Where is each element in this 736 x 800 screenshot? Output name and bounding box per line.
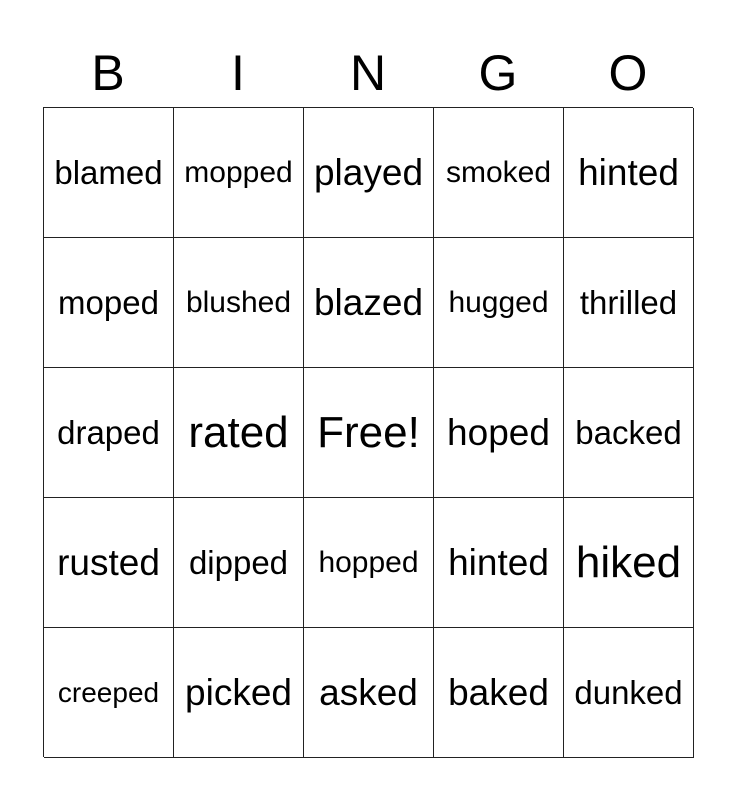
bingo-cell[interactable]: smoked xyxy=(434,108,564,238)
bingo-cell[interactable]: moped xyxy=(44,238,174,368)
bingo-cell[interactable]: rusted xyxy=(44,498,174,628)
bingo-cell[interactable]: hinted xyxy=(564,108,694,238)
bingo-cell[interactable]: draped xyxy=(44,368,174,498)
bingo-cell[interactable]: blazed xyxy=(304,238,434,368)
bingo-cell[interactable]: blushed xyxy=(174,238,304,368)
header-letter-n: N xyxy=(349,45,387,101)
bingo-cell[interactable]: dipped xyxy=(174,498,304,628)
bingo-board xyxy=(43,107,693,757)
bingo-cell[interactable]: blamed xyxy=(44,108,174,238)
bingo-cell[interactable]: played xyxy=(304,108,434,238)
bingo-cell[interactable]: hiked xyxy=(564,498,694,628)
header-letter-o: O xyxy=(608,45,648,101)
bingo-cell[interactable]: backed xyxy=(564,368,694,498)
bingo-cell[interactable]: hoped xyxy=(434,368,564,498)
bingo-cell[interactable]: thrilled xyxy=(564,238,694,368)
bingo-cell[interactable]: hopped xyxy=(304,498,434,628)
bingo-cell[interactable]: dunked xyxy=(564,628,694,758)
bingo-cell[interactable]: creeped xyxy=(44,628,174,758)
header-letter-b: B xyxy=(91,45,125,101)
bingo-header xyxy=(43,40,693,106)
bingo-cell[interactable]: asked xyxy=(304,628,434,758)
header-letter-i: I xyxy=(231,45,245,101)
bingo-cell[interactable]: rated xyxy=(174,368,304,498)
bingo-cell[interactable]: picked xyxy=(174,628,304,758)
bingo-cell[interactable]: baked xyxy=(434,628,564,758)
free-space-cell[interactable]: Free! xyxy=(304,368,434,498)
bingo-cell[interactable]: hinted xyxy=(434,498,564,628)
bingo-cell[interactable]: mopped xyxy=(174,108,304,238)
bingo-cell[interactable]: hugged xyxy=(434,238,564,368)
header-letter-g: G xyxy=(478,45,518,101)
